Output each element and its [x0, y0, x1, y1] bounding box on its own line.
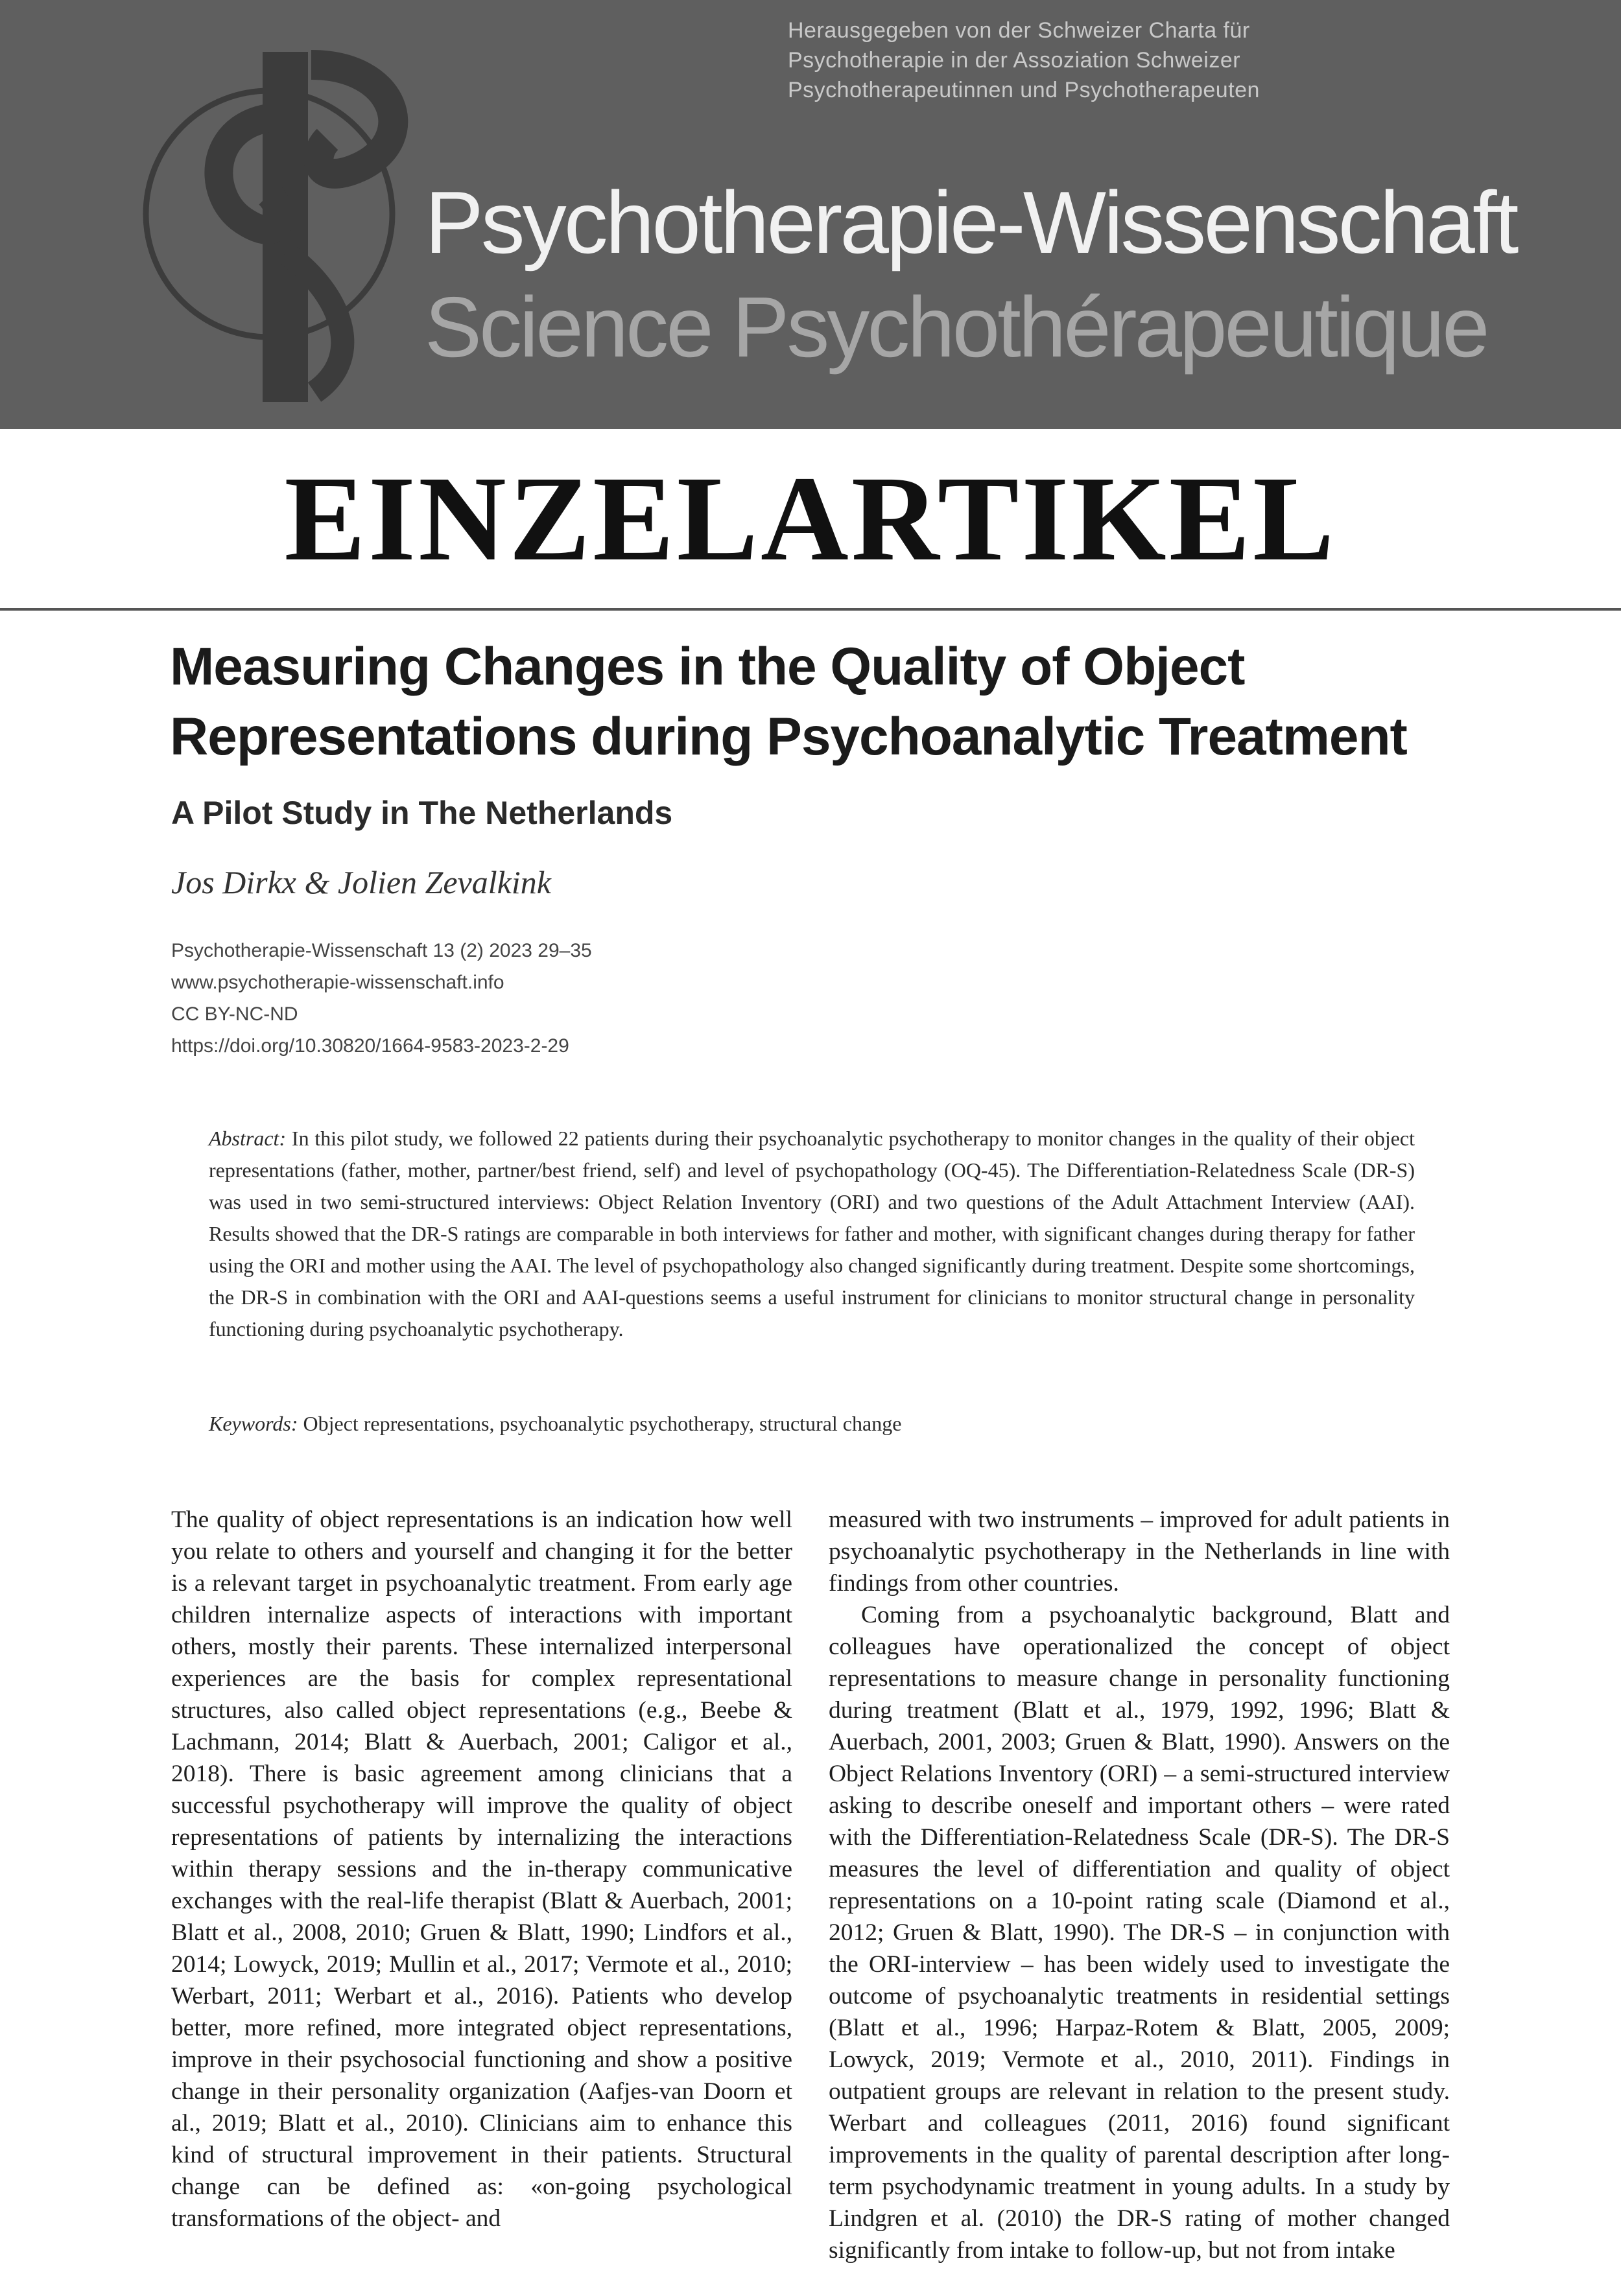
- keywords-label: Keywords:: [209, 1412, 303, 1435]
- citation: Psychotherapie-Wissenschaft 13 (2) 2023 29–35: [171, 940, 592, 961]
- article-subtitle: A Pilot Study in The Netherlands: [171, 795, 673, 831]
- article-title: [170, 632, 1467, 772]
- keywords-text: Object representations, psychoanalytic psychotherapy, structural change: [303, 1412, 902, 1435]
- section-divider: [0, 608, 1621, 611]
- publisher-line: Herausgegeben von der Schweizer Charta für: [788, 18, 1250, 43]
- publisher-line: Psychotherapie in der Assoziation Schweizer: [788, 48, 1241, 73]
- abstract-text: In this pilot study, we followed 22 patients during their psychoanalytic psychotherapy to monitor changes in the quality of their object representations (father, mother, partner/best friend, self) and level of psychopathology (OQ-45). The Differentiation-Relatedness Scale (DR-S) was used in two semi-structured interviews: Object Relation Inventory (ORI) and two questions of the Adult Attachment Interview (AAI). Results showed that the DR-S ratings are comparable in both interviews for father and mother, with significant changes during therapy for father using the ORI and mother using the AAI. The level of psychopathology also changed significantly during treatment. Despite some shortcomings, the DR-S in combination with the ORI and AAI-questions seems a useful instrument for clinicians to monitor structural change in personality functioning during psychoanalytic psychotherapy.: [209, 1127, 1415, 1341]
- doi-link[interactable]: https://doi.org/10.30820/1664-9583-2023-2-29: [171, 1035, 569, 1057]
- body-column-right: [829, 1504, 1450, 2266]
- license: CC BY-NC-ND: [171, 1003, 298, 1025]
- journal-name-german: Psychotherapie-Wissenschaft: [425, 173, 1517, 272]
- journal-banner: [0, 0, 1621, 429]
- article-title-line: Measuring Changes in the Quality of Object: [170, 637, 1245, 696]
- body-paragraph: Coming from a psychoanalytic background, Blatt and colleagues have operationalized the concept of object representations to measure change in personality functioning during treatment (Blatt et al., 1979, 1992, 1996; Blatt & Auerbach, 2001, 2003; Gruen & Blatt, 1990). Answers on the Object Relations Inventory (ORI) – a semi-structured interview asking to describe oneself and important others – were rated with the Differentiation-Relatedness Scale (DR-S). The DR-S measures the level of differentiation and quality of object representations on a 10-point rating scale (Diamond et al., 2012; Gruen & Blatt, 1990). The DR-S – in conjunction with the ORI-interview – has been widely used to investigate the outcome of psychoanalytic treatments in residential settings (Blatt et al., 1996; Harpaz-Rotem & Blatt, 2005, 2009; Lowyck, 2019; Vermote et al., 2010, 2011). Findings in outpatient groups are relevant in relation to the present study. Werbart and colleagues (2011, 2016) found significant improvements in the quality of parental description after long-term psychodynamic treatment in young adults. In a study by Lindgren et al. (2010) the DR-S rating of mother changed significantly from intake to follow-up, but not from intake: [829, 1602, 1450, 2264]
- article-meta: [171, 935, 592, 1062]
- abstract-label: Abstract:: [209, 1127, 292, 1150]
- journal-name-french: Science Psychothérapeutique: [425, 279, 1487, 375]
- body-column-left: [171, 1504, 792, 2234]
- body-paragraph: The quality of object representations is an indication how well you relate to others and yourself and changing it for the better is a relevant target in psychoanalytic treatment. From early age children internalize aspects of interactions with important others, mostly their parents. These internalized interpersonal experiences are the basis for complex representational structures, also called object representations (e.g., Beebe & Lachmann, 2014; Blatt & Auerbach, 2001; Caligor et al., 2018). There is basic agreement among clinicians that a successful psychotherapy will improve the quality of object representations of patients by internalizing the interactions within therapy sessions and the in-therapy communicative exchanges with the real-life therapist (Blatt & Auerbach, 2001; Blatt et al., 2008, 2010; Gruen & Blatt, 1990; Lindfors et al., 2014; Lowyck, 2019; Mullin et al., 2017; Vermote et al., 2010; Werbart, 2011; Werbart et al., 2016). Patients who develop better, more refined, more integrated object representations, improve in their psychosocial functioning and show a positive change in their personality organization (Aafjes-van Doorn et al., 2019; Blatt et al., 2010). Clinicians aim to enhance this kind of structural improvement in their patients. Structural change can be defined as: «on-going psychological transformations of the object- and: [171, 1506, 792, 2232]
- keywords: [209, 1408, 1415, 1440]
- publisher-line: Psychotherapeutinnen und Psychotherapeuten: [788, 78, 1260, 102]
- publisher-note: [788, 16, 1436, 105]
- abstract: [209, 1123, 1415, 1345]
- body-paragraph: measured with two instruments – improved for adult patients in psychoanalytic psychotherapy in the Netherlands in line with findings from other countries.: [829, 1506, 1450, 1597]
- website-link[interactable]: www.psychotherapie-wissenschaft.info: [171, 972, 504, 993]
- article-title-line: Representations during Psychoanalytic Treatment: [170, 707, 1407, 766]
- section-title: EINZELARTIKEL: [284, 451, 1337, 586]
- article-authors: Jos Dirkx & Jolien Zevalkink: [171, 864, 551, 900]
